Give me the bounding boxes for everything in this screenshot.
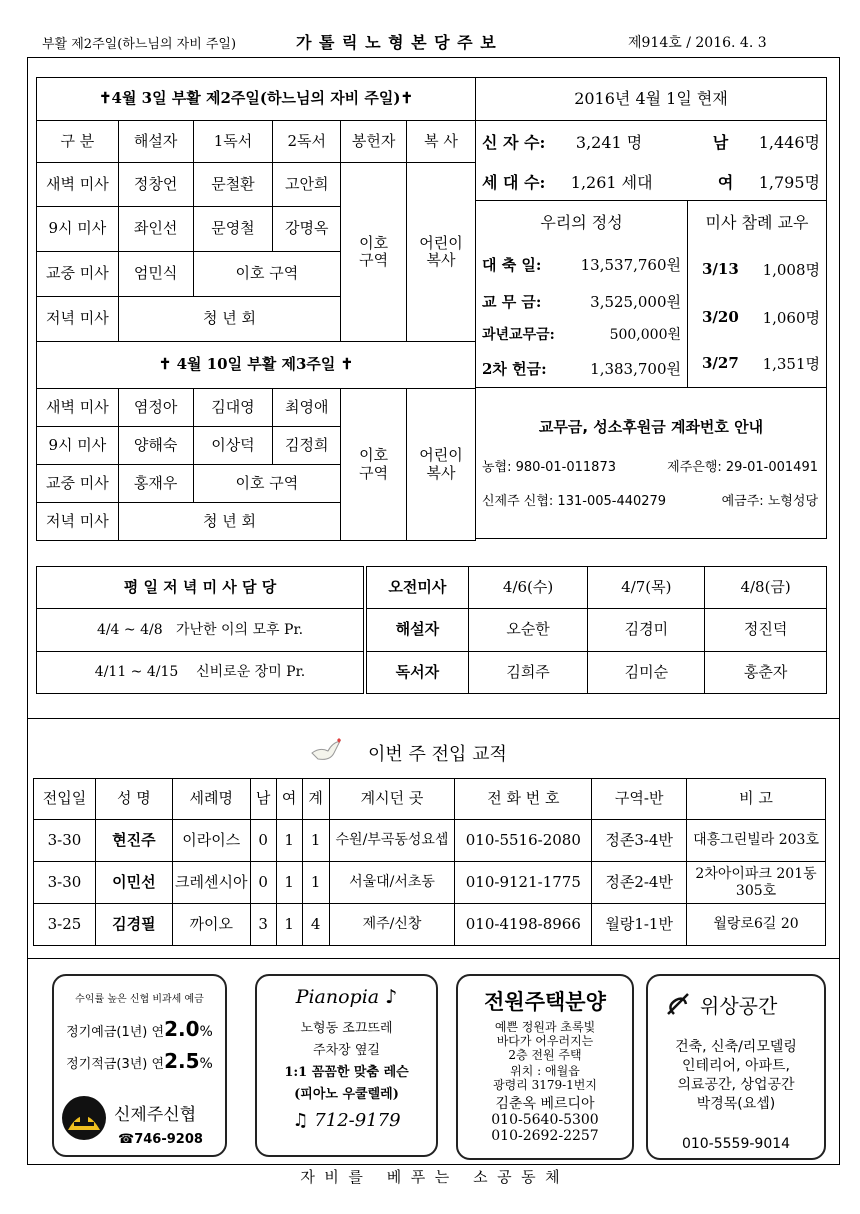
- bulletin-title: 가 톨 릭 노 형 본 당 주 보: [296, 33, 497, 52]
- offering-cell: 이호 구역: [341, 389, 407, 541]
- weekday-row: 4/4 ~ 4/8 가난한 이의 모후 Pr.: [37, 609, 364, 652]
- col-header: 복 사: [407, 121, 476, 163]
- account-line: 신제주 신협: 131-005-440279 예금주: 노형성당: [482, 494, 818, 509]
- cell: 청 년 회: [118, 297, 340, 342]
- col-header: 구역-반: [592, 779, 687, 820]
- date-cell: 4/6(수): [468, 567, 588, 609]
- cell: 홍재우: [118, 465, 193, 503]
- col-header: 2독서: [273, 121, 341, 163]
- cell: 김희주: [468, 652, 588, 694]
- footer-motto: 자 비 를 베 푸 는 소 공 동 체: [300, 1168, 560, 1186]
- date-cell: 4/7(목): [588, 567, 705, 609]
- newcomers-title: 이번 주 전입 교적: [368, 744, 507, 765]
- col-header: 성 명: [95, 779, 172, 820]
- ad-rate-row: 정기예금(1년) 연2.0%: [66, 1017, 213, 1041]
- account-info: [475, 387, 827, 539]
- ad-contact: 김춘옥 베르디아 010-5640-5300 010-2692-2257: [491, 1096, 599, 1144]
- table-row: 3-25 김경필 까이오 3 1 4 제주/신창 010-4198-8966 월랑1-1반 월랑로6길 20: [34, 904, 826, 946]
- spiral-logo-icon: [664, 990, 692, 1018]
- morning-label: 오전미사: [367, 567, 469, 609]
- households-row: 세 대 수: 1,261 세대 여 1,795명: [482, 172, 820, 192]
- cell: 이호 구역: [193, 252, 341, 297]
- offering-row: 과년교무금: 500,000원: [482, 327, 681, 343]
- attendance-row: 3/13 1,008명: [702, 260, 820, 279]
- cell: 김대영: [193, 389, 273, 427]
- ad-name: 위상공간: [700, 994, 778, 1018]
- cell: 정진덕: [705, 609, 827, 652]
- credit-union-logo-icon: [60, 1094, 108, 1142]
- col-header: 해설자: [118, 121, 193, 163]
- cell: 김정희: [273, 427, 341, 465]
- mass-label: 9시 미사: [37, 427, 119, 465]
- mass-label: 교중 미사: [37, 252, 119, 297]
- offering-row: 2차 헌금: 1,383,700원: [482, 359, 681, 378]
- ad-phone: 010-5559-9014: [681, 1136, 791, 1152]
- cell: 양해숙: [118, 427, 193, 465]
- cell: 오순한: [468, 609, 588, 652]
- reader-schedule-table: [36, 77, 476, 541]
- section-divider: [27, 958, 840, 960]
- col-header: 구 분: [37, 121, 119, 163]
- ad-housing: [456, 974, 634, 1160]
- member-stats: [475, 77, 827, 201]
- attendance-title: 미사 참례 교우: [705, 213, 809, 232]
- week1-title: ✝4월 3일 부활 제2주일(하느님의 자비 주일)✝: [37, 78, 476, 121]
- account-line: 농협: 980-01-011873 제주은행: 29-01-001491: [482, 460, 818, 475]
- offerings-title: 우리의 정성: [540, 213, 623, 232]
- morning-mass-table: [366, 566, 827, 694]
- ad-phone: ☎746-9208: [118, 1132, 203, 1147]
- mass-label: 저녁 미사: [37, 503, 119, 541]
- ad-architecture: [646, 974, 826, 1160]
- cell: 문영철: [193, 207, 273, 252]
- mass-label: 교중 미사: [37, 465, 119, 503]
- weekday-mass-table: [36, 566, 364, 694]
- col-header: 남: [250, 779, 276, 820]
- col-header: 비 고: [687, 779, 826, 820]
- col-header: 전 화 번 호: [455, 779, 592, 820]
- cell: 정창언: [118, 163, 193, 207]
- believers-row: 신 자 수: 3,241 명 남 1,446명: [482, 132, 820, 152]
- attendance-row: 3/20 1,060명: [702, 308, 820, 327]
- cell: 이상덕: [193, 427, 273, 465]
- offering-row: 교 무 금: 3,525,000원: [482, 292, 681, 311]
- stats-date: 2016년 4월 1일 현재: [476, 78, 826, 121]
- cell: 문철환: [193, 163, 273, 207]
- offering-row: 대 축 일: 13,537,760원: [482, 255, 681, 274]
- col-header: 계: [302, 779, 329, 820]
- ad-body: 예쁜 정원과 초록빛 바다가 어우러지는 2층 전원 주택 위치 : 애월읍 광령리 3179-1번지: [492, 1020, 597, 1092]
- cell: 강명옥: [273, 207, 341, 252]
- cell: 홍춘자: [705, 652, 827, 694]
- offerings-box: [475, 200, 688, 388]
- mass-label: 새벽 미사: [37, 163, 119, 207]
- cell: 좌인선: [118, 207, 193, 252]
- cell: 이호 구역: [193, 465, 341, 503]
- ad-title: 전원주택분양: [484, 989, 606, 1014]
- ad-name: 신제주신협: [114, 1105, 197, 1125]
- ad-brand: Pianopia ♪: [295, 986, 398, 1008]
- account-title: 교무금, 성소후원금 계좌번호 안내: [538, 418, 764, 436]
- cell: 김경미: [588, 609, 705, 652]
- cell: 엄민식: [118, 252, 193, 297]
- cell: 염정아: [118, 389, 193, 427]
- col-header: 세례명: [172, 779, 250, 820]
- ad-body: 노형동 조끄뜨레 주차장 옆길 1:1 꼼꼼한 맞춤 레슨 (피아노 우쿨렐레): [284, 1021, 409, 1102]
- weekday-title: 평 일 저 녁 미 사 담 당: [37, 567, 364, 609]
- cell: 최영애: [273, 389, 341, 427]
- ad-phone: ♫ 712-9179: [292, 1110, 401, 1131]
- ad-rate-row: 정기적금(3년) 연2.5%: [66, 1049, 213, 1073]
- offering-cell: 이호 구역: [341, 163, 407, 342]
- mass-label: 새벽 미사: [37, 389, 119, 427]
- col-header: 전입일: [34, 779, 96, 820]
- ad-body: 건축, 신축/리모델링 인테리어, 아파트, 의료공간, 상업공간 박경목(요셉): [675, 1039, 797, 1112]
- col-header: 계시던 곳: [329, 779, 455, 820]
- mass-label: 9시 미사: [37, 207, 119, 252]
- commentator-label: 해설자: [367, 609, 469, 652]
- cell: 청 년 회: [118, 503, 340, 541]
- week2-title: ✝ 4월 10일 부활 제3주일 ✝: [37, 342, 476, 389]
- col-header: 1독서: [193, 121, 273, 163]
- ad-pianopia: [255, 974, 438, 1157]
- table-row: 3-30 현진주 이라이스 0 1 1 수원/부곡동성요셉 010-5516-2080 정존3-4반 대흥그린빌라 203호: [34, 820, 826, 862]
- weekday-row: 4/11 ~ 4/15 신비로운 장미 Pr.: [37, 652, 364, 694]
- mass-label: 저녁 미사: [37, 297, 119, 342]
- ad-credit-union: [52, 974, 227, 1157]
- newcomers-table: [33, 778, 826, 946]
- cell: 고안희: [273, 163, 341, 207]
- cell: 김미순: [588, 652, 705, 694]
- reader-label: 독서자: [367, 652, 469, 694]
- header-subtitle: 부활 제2주일(하느님의 자비 주일): [42, 37, 237, 52]
- altar-cell: 어린이 복사: [407, 163, 476, 342]
- attendance-box: [687, 200, 827, 388]
- ad-tagline: 수익률 높은 신협 비과세 예금: [75, 994, 204, 1005]
- table-row: 3-30 이민선 크레센시아 0 1 1 서울대/서초동 010-9121-1775 정존2-4반 2차아이파크 201동 305호: [34, 862, 826, 904]
- attendance-row: 3/27 1,351명: [702, 354, 820, 373]
- altar-cell: 어린이 복사: [407, 389, 476, 541]
- date-cell: 4/8(금): [705, 567, 827, 609]
- section-divider: [27, 718, 840, 720]
- dove-icon: [310, 737, 344, 765]
- col-header: 봉헌자: [341, 121, 407, 163]
- issue-number: 제914호 / 2016. 4. 3: [628, 35, 767, 51]
- col-header: 여: [276, 779, 302, 820]
